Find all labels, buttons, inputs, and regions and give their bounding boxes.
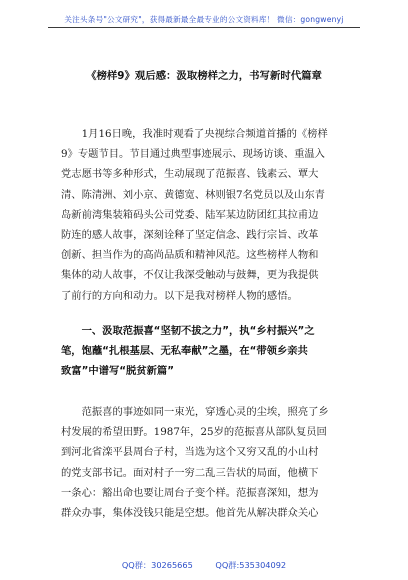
text-line: 一条心：豁出命也要让周台子变个样。范振喜深知，想为 [61,486,319,499]
text-line: 党志愿书等多种形式，生动展现了范振喜、钱素云、覃大 [61,168,319,181]
text-line: 9》专题节目。节目通过典型事迹展示、现场访谈、重温入 [61,148,325,161]
header-divider [48,27,360,28]
text-line: 村发展的希望田野。1987年，25岁的范振喜从部队复员回 [61,426,327,439]
text-line: 了前行的方向和动力。以下是我对榜样人物的感悟。 [61,289,298,302]
heading-line: 致富”中谱写“脱贫新篇” [61,365,174,378]
text-line: 群众办事，集体没钱只能是空想。他首先从解决群众关心 [61,507,319,520]
text-line: 防连的感人故事，深刻诠释了坚定信念、践行宗旨、改革 [61,229,319,242]
text-line: 岛新前湾集装箱码头公司党委、陆军某边防团红其拉甫边 [61,208,319,221]
heading-line: 一、汲取范振喜“坚韧不拔之力”，执“乡村振兴”之 [61,325,315,337]
text-line: 范振喜的事迹如同一束光，穿透心灵的尘埃，照亮了乡 [61,406,329,418]
text-line: 创新、担当作为的高尚品质和精神风范。这些榜样人物和 [61,249,319,262]
heading-line: 笔，饱蘸“扎根基层、无私奉献”之墨，在“带领乡亲共 [61,345,308,358]
qq-group-1: QQ群：30265665 [121,560,193,570]
text-line: 的党支部书记。面对村子一穷二乱三告状的局面，他横下 [61,466,319,479]
text-line: 到河北省滦平县周台子村，当选为这个又穷又乱的小山村 [61,446,319,459]
text-line: 集体的动人故事，不仅让我深受触动与鼓舞，更为我提供 [61,269,319,282]
text-line: 清、陈清洲、刘小京、黄德宽、林则银7名党员以及山东青 [61,188,325,201]
promo-banner: 关注头条号"公文研究"，获得最新最全最专业的公文资料库！ 微信：gongwenyj [64,15,344,24]
section-heading [61,321,361,382]
document-title: 《榜样9》观后感：汲取榜样之力，书写新时代篇章 [86,70,322,82]
qq-group-2: QQ群:535304092 [215,560,287,570]
text-line: 1月16日晚，我准时观看了央视综合频道首播的《榜样 [61,128,328,140]
section-paragraph [61,402,357,523]
intro-paragraph [61,124,357,306]
footer-contact [0,560,408,571]
